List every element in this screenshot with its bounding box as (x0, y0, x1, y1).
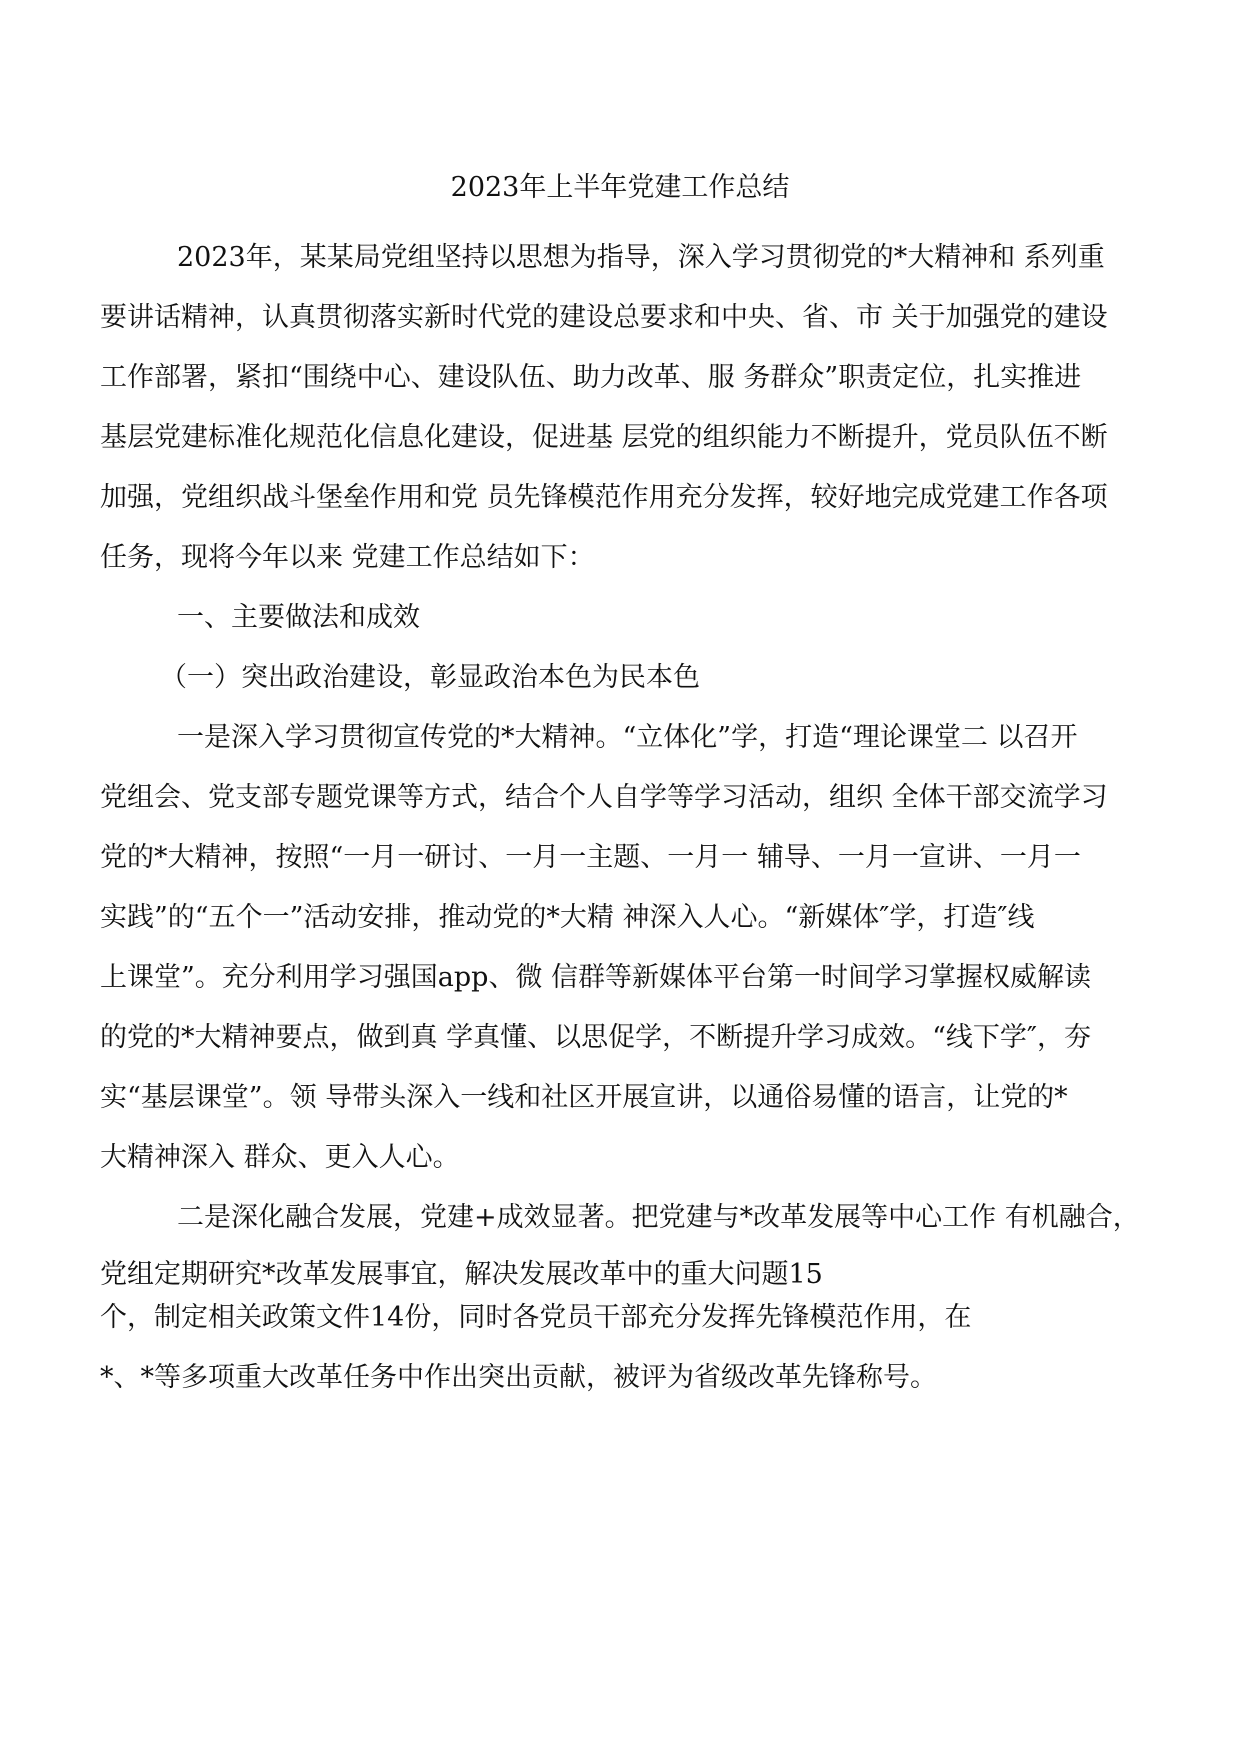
paragraph-line: 大精神深入 群众、更入人心。 (100, 1142, 460, 1173)
paragraph-line: 党组会、党支部专题党课等方式，结合个人自学等学习活动，组织 全体干部交流学习 (100, 782, 1108, 813)
section-heading: 一、主要做法和成效 (177, 602, 420, 633)
paragraph-line: 个，制定相关政策文件14份，同时各党员干部充分发挥先锋模范作用，在 (100, 1302, 972, 1333)
paragraph-line: 工作部署，紧扣“围绕中心、建设队伍、助力改革、服 务群众”职责定位，扎实推进 (100, 362, 1082, 393)
paragraph-line: 要讲话精神，认真贯彻落实新时代党的建设总要求和中央、省、市 关于加强党的建设 (100, 302, 1108, 333)
document-title: 2023年上半年党建工作总结 (450, 172, 790, 203)
paragraph-line: 实“基层课堂”。领 导带头深入一线和社区开展宣讲，以通俗易懂的语言，让党的* (100, 1082, 1068, 1113)
paragraph-line: 实践”的“五个一”活动安排，推动党的*大精 神深入人心。“新媒体″学，打造″线 (100, 902, 1035, 933)
paragraph-line: 基层党建标准化规范化信息化建设，促进基 层党的组织能力不断提升，党员队伍不断 (100, 422, 1108, 453)
subsection-heading: （一）突出政治建设，彰显政治本色为民本色 (160, 662, 700, 693)
paragraph-line: 的党的*大精神要点，做到真 学真懂、以思促学，不断提升学习成效。“线下学″，夯 (100, 1022, 1091, 1053)
paragraph-line: 党的*大精神，按照“一月一研讨、一月一主题、一月一 辅导、一月一宣讲、一月一 (100, 842, 1081, 873)
paragraph-line: 一是深入学习贯彻宣传党的*大精神。“立体化”学，打造“理论课堂二 以召开 (177, 722, 1078, 753)
paragraph-line: 2023年，某某局党组坚持以思想为指导，深入学习贯彻党的*大精神和 系列重 (177, 242, 1105, 273)
paragraph-line: 二是深化融合发展，党建+成效显著。把党建与*改革发展等中心工作 有机融合， (177, 1202, 1140, 1233)
paragraph-line: *、*等多项重大改革任务中作出突出贡献，被评为省级改革先锋称号。 (100, 1362, 937, 1393)
paragraph-line: 加强，党组织战斗堡垒作用和党 员先锋模范作用充分发挥，较好地完成党建工作各项 (100, 482, 1108, 513)
paragraph-line: 党组定期研究*改革发展事宜，解决发展改革中的重大问题15 (100, 1259, 823, 1290)
paragraph-line: 上课堂”。充分利用学习强国app、微 信群等新媒体平台第一时间学习掌握权威解读 (100, 962, 1092, 993)
paragraph-line: 任务，现将今年以来 党建工作总结如下： (100, 542, 595, 573)
